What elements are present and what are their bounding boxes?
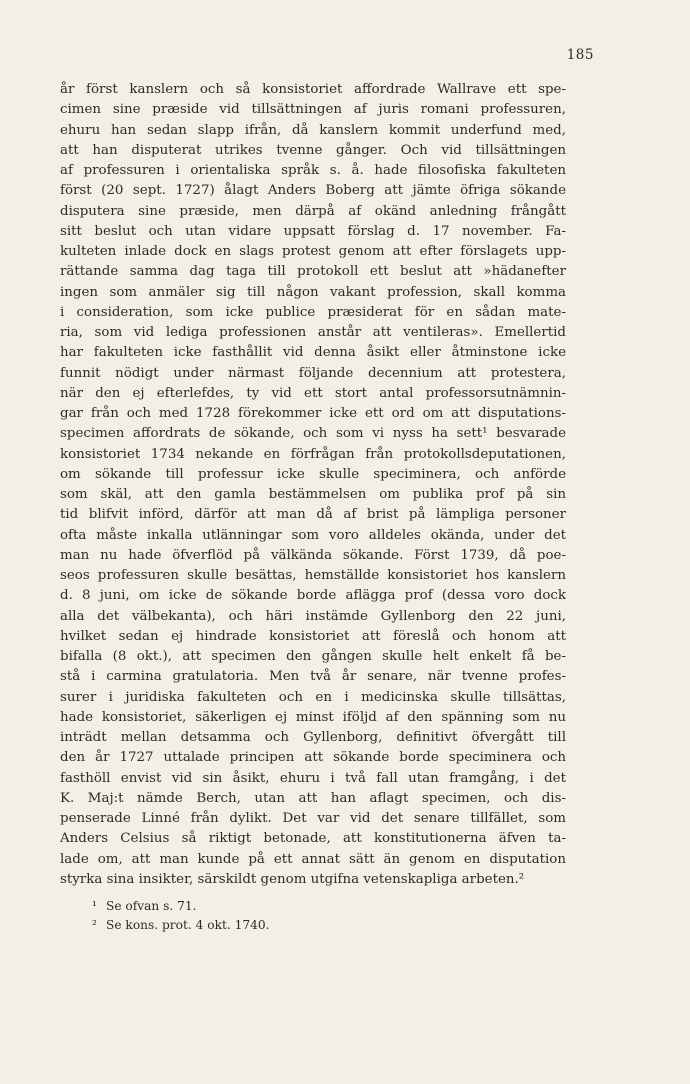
text-line: tid blifvit införd, därför att man då af brist på lämpliga personer <box>60 507 566 523</box>
text-line: kulteten inlade dock en slags protest genom att efter förslagets upp- <box>60 244 566 259</box>
text-line: lade om, att man kunde på ett annat sätt än genom en disputation <box>60 851 566 867</box>
text-line: ofta måste inkalla utlänningar som voro alldeles okända, under det <box>60 527 566 543</box>
text-line: disputera sine præside, men därpå af okänd anledning frångått <box>60 203 566 219</box>
text-line: fasthöll envist vid sin åsikt, ehuru i två fall utan framgång, i det <box>60 770 566 786</box>
footnote-mark: ² <box>92 918 97 932</box>
text-line: ria, som vid lediga professionen anstår att ventileras». Emellertid <box>60 325 566 340</box>
text-line: om sökande till professur icke skulle speciminera, och anförde <box>60 466 566 482</box>
footnote-text: Se kons. prot. 4 okt. 1740. <box>106 918 270 932</box>
text-line: år först kanslern och så konsistoriet affordrade Wallrave ett spe- <box>60 82 566 97</box>
text-line: surer i juridiska fakulteten och en i medicinska skulle tillsättas, <box>60 689 566 705</box>
text-line: bifalla (8 okt.), att specimen den gången skulle helt enkelt få be- <box>60 649 566 664</box>
footnote <box>92 897 562 916</box>
text-line: af professuren i orientaliska språk s. å. hade filosofiska fakulteten <box>60 163 566 178</box>
footnote <box>92 916 562 935</box>
text-line: seos professuren skulle besättas, hemställde konsistoriet hos kanslern <box>60 568 566 583</box>
text-line: funnit nödigt under närmast följande decennium att protestera, <box>60 365 566 381</box>
text-line: ingen som anmäler sig till någon vakant profession, skall komma <box>60 284 566 300</box>
text-line: den år 1727 uttalade principen att sökande borde speciminera och <box>60 750 566 766</box>
footnotes <box>92 897 562 935</box>
text-line: inträdt mellan detsamma och Gyllenborg, definitivt öfvergått till <box>60 730 566 745</box>
text-line: har fakulteten icke fasthållit vid denna åsikt eller åtminstone icke <box>60 345 566 361</box>
text-line: styrka sina insikter, särskildt genom utgifna vetenskapliga arbeten.² <box>60 871 525 887</box>
text-line: hvilket sedan ej hindrade konsistoriet att föreslå och honom att <box>60 628 566 644</box>
text-line: gar från och med 1728 förekommer icke ett ord om att disputations- <box>60 406 566 421</box>
text-line: först (20 sept. 1727) ålagt Anders Boberg att jämte öfriga sökande <box>60 183 566 199</box>
text-line: när den ej efterlefdes, ty vid ett stort antal professorsutnämnin- <box>60 385 566 401</box>
text-line: Anders Celsius så riktigt betonade, att konstitutionerna äfven ta- <box>60 831 566 847</box>
text-line: ehuru han sedan slapp ifrån, då kanslern kommit underfund med, <box>60 122 566 138</box>
text-line: penserade Linné från dylikt. Det var vid det senare tillfället, som <box>60 811 566 826</box>
text-line: stå i carmina gratulatoria. Men två år senare, när tvenne profes- <box>60 669 566 685</box>
text-line: att han disputerat utrikes tvenne gånger. Och vid tillsättningen <box>60 142 566 158</box>
page-number: 185 <box>566 47 594 63</box>
text-line: cimen sine præside vid tillsättningen af juris romani professuren, <box>60 102 566 118</box>
text-line: d. 8 juni, om icke de sökande borde aflägga prof (dessa voro dock <box>60 588 566 604</box>
text-line: alla det välbekanta), och häri instämde Gyllenborg den 22 juni, <box>60 608 566 624</box>
text-line: som skäl, att den gamla bestämmelsen om publika prof på sin <box>60 487 566 502</box>
body-text <box>60 80 566 890</box>
footnote-text: Se ofvan s. 71. <box>106 899 197 913</box>
text-line: sitt beslut och utan vidare uppsatt förslag d. 17 november. Fa- <box>60 223 566 239</box>
footnote-mark: ¹ <box>92 899 97 913</box>
text-line: K. Maj:t nämde Berch, utan att han aflagt specimen, och dis- <box>60 790 566 806</box>
text-line: konsistoriet 1734 nekande en förfrågan från protokollsdeputationen, <box>60 446 566 462</box>
text-line: specimen affordrats de sökande, och som vi nyss ha sett¹ besvarade <box>60 426 566 442</box>
text-line: i consideration, som icke publice præsiderat för en sådan mate- <box>60 304 566 320</box>
text-line: man nu hade öfverflöd på välkända sökande. Först 1739, då poe- <box>60 547 566 563</box>
text-line: hade konsistoriet, säkerligen ej minst iföljd af den spänning som nu <box>60 709 566 725</box>
text-line: rättande samma dag taga till protokoll ett beslut att »hädanefter <box>60 264 566 280</box>
